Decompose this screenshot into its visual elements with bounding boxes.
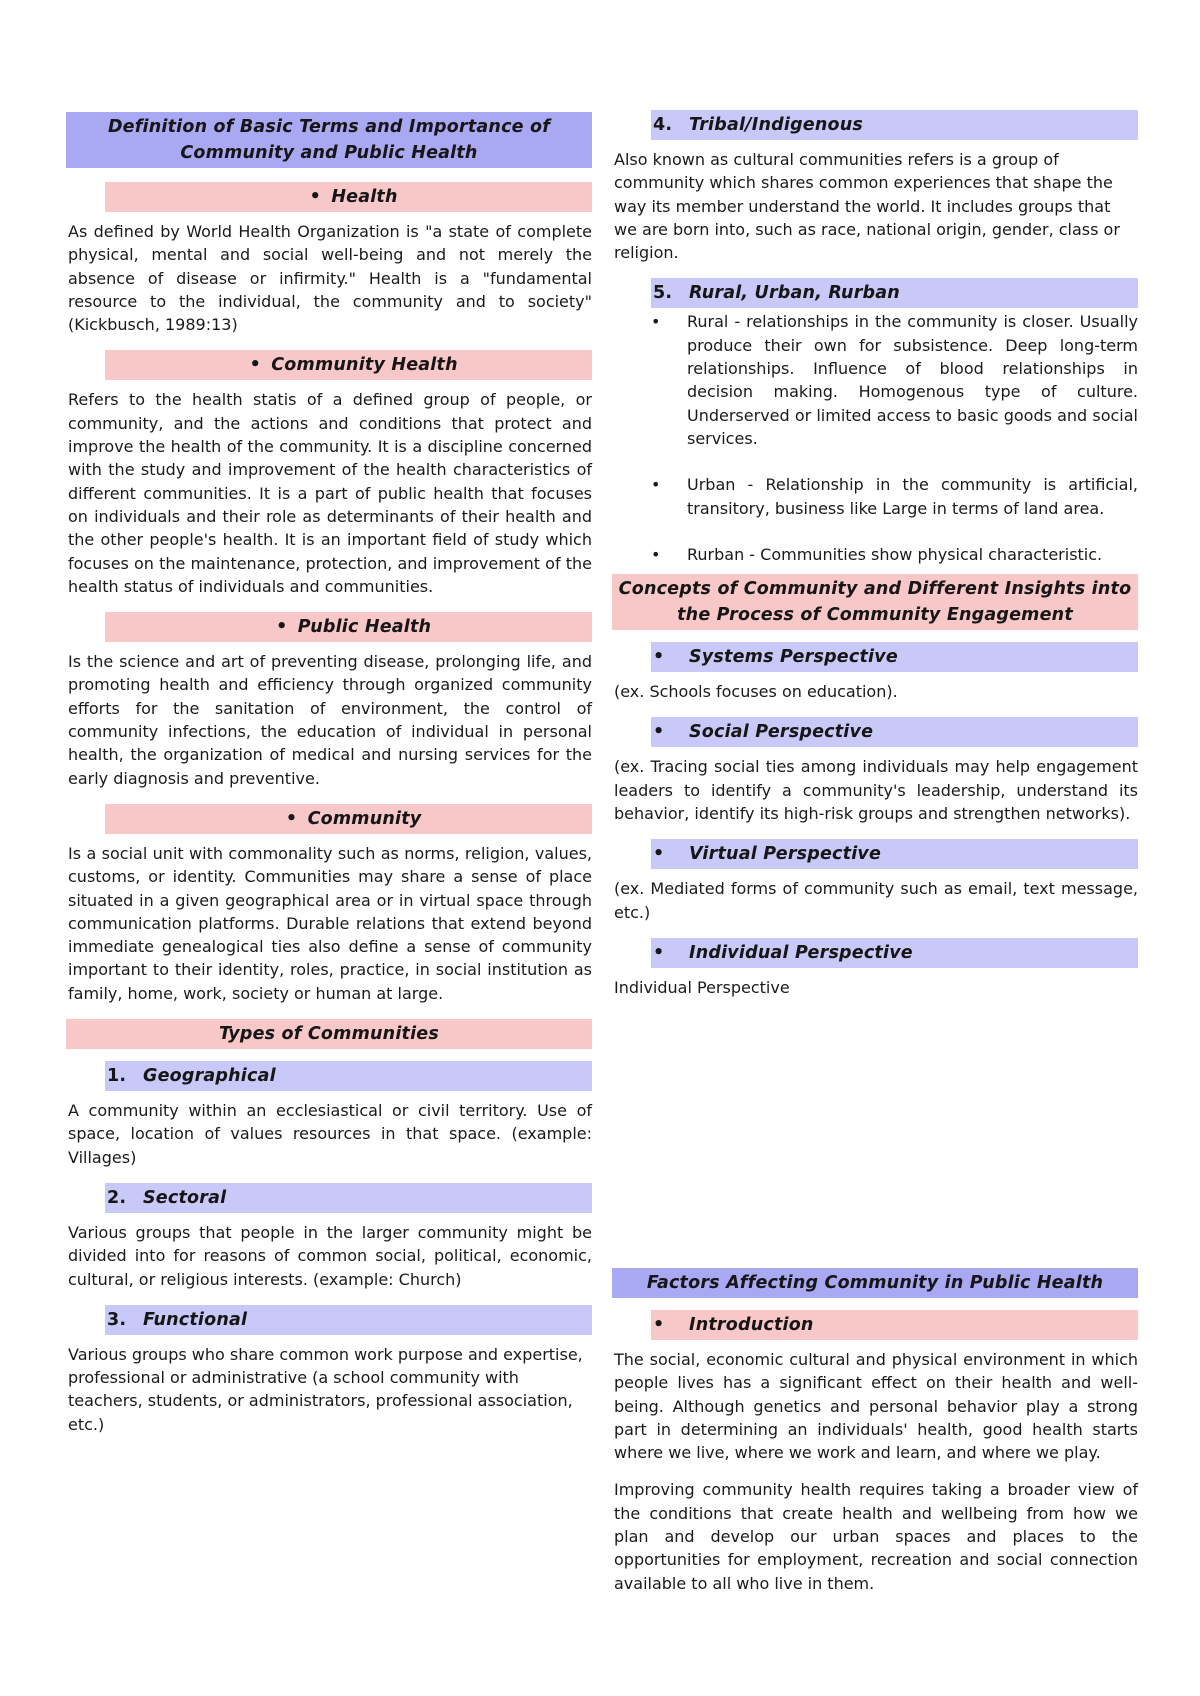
heading-community-health: • Community Health — [105, 350, 592, 380]
heading-systems-perspective: • Systems Perspective — [651, 642, 1138, 672]
paragraph-virtual: (ex. Mediated forms of community such as email, text message, etc.) — [614, 879, 1138, 922]
bullet: • — [309, 187, 321, 207]
heading-sectoral: 2. Sectoral — [105, 1183, 592, 1213]
heading-geographical: 1. Geographical — [105, 1061, 592, 1091]
paragraph-social: (ex. Tracing social ties among individuals may help engagement leaders to identify a community's leadership, understand its behavior, identify its high-risk groups and strengthen networks). — [614, 757, 1138, 824]
heading-health: • Health — [105, 182, 592, 212]
heading-community: • Community — [105, 804, 592, 834]
heading-individual-perspective: • Individual Perspective — [651, 938, 1138, 968]
heading-social-perspective: • Social Perspective — [651, 717, 1138, 747]
paragraph-geographical: A community within an ecclesiastical or civil territory. Use of space, location of values resources in that space. (example: Villages) — [68, 1101, 592, 1167]
bullet: • — [653, 1315, 665, 1335]
paragraph-community: Is a social unit with commonality such as norms, religion, values, customs, or identity. Communities may share a sense of place situated in a given geographical area or in virtual space through communication platforms. Durable relations that extend beyond immediate genealogical ties also define a sense of community important to their identity, roles, practice, in social institution as family, home, work, society or human at large. — [68, 843, 592, 1003]
section-title-factors: Factors Affecting Community in Public Health — [612, 1268, 1138, 1298]
bullet: • — [651, 475, 661, 495]
bullet: • — [651, 544, 661, 564]
list-item-urban: • Urban - Relationship in the community is artificial, transitory, business like Large in terms of land area. — [651, 475, 1138, 518]
paragraph-introduction-1: The social, economic cultural and physical environment in which people lives has a significant effect on their health and well-being. Although genetics and personal behavior play a strong part in determining an individuals' health, good health starts where we live, where we work and learn, and where we play. — [614, 1350, 1138, 1463]
paragraph-individual: Individual Perspective — [614, 977, 790, 997]
paragraph-public-health: Is the science and art of preventing disease, prolonging life, and promoting health and efficiency through organized community efforts for the sanitation of environment, the control of community infections, the education of individual in personal health, the organization of medical and nursing services for the early diagnosis and preventive. — [68, 652, 592, 788]
paragraph-introduction-2: Improving community health requires taking a broader view of the conditions that create health and wellbeing from how we plan and develop our urban spaces and places to the opportunities for employment, recreation and social connection available to all who live in them. — [614, 1480, 1138, 1593]
bullet: • — [653, 647, 665, 668]
section-title-concepts: Concepts of Community and Different Insights into the Process of Community Engagement — [612, 574, 1138, 630]
paragraph-functional: Various groups who share common work purpose and expertise, professional or administrative (a school community with teachers, students, or administrators, professional association, etc.) — [68, 1344, 583, 1434]
factors-section — [614, 1268, 1138, 1609]
bullet: • — [249, 355, 261, 376]
list-item-rurban: • Rurban - Communities show physical characteristic. — [614, 543, 1138, 566]
bullet: • — [653, 844, 665, 865]
bullet: • — [653, 722, 665, 743]
heading-introduction: • Introduction — [651, 1310, 1138, 1340]
community-type-list — [614, 310, 1138, 566]
heading-public-health: • Public Health — [105, 612, 592, 642]
heading-virtual-perspective: • Virtual Perspective — [651, 839, 1138, 869]
paragraph-health: As defined by World Health Organization is "a state of complete physical, mental and social well-being and not merely the absence of disease or infirmity." Health is a "fundamental resource to the individual, the community and to society" (Kickbusch, 1989:13) — [68, 222, 592, 335]
bullet: • — [276, 617, 288, 638]
bullet: • — [651, 312, 661, 332]
heading-functional: 3. Functional — [105, 1305, 592, 1335]
list-item-rural: • Rural - relationships in the community is closer. Usually produce their own for subsistence. Deep long-term relationships. Influence of blood relationships in decision making. Homogenous type of culture. Underserved or limited access to basic goods and social services. — [651, 312, 1138, 448]
heading-tribal: 4. Tribal/Indigenous — [651, 110, 1138, 140]
left-column — [68, 112, 592, 1450]
paragraph-community-health: Refers to the health statis of a defined group of people, or community, and the actions and conditions that protect and improve the health of the community. It is a discipline concerned with the study and improvement of the health characteristics of different communities. It is a part of public health that focuses on individuals and their role as determinants of their health and the other people's health. It is an important field of study which focuses on the maintenance, protection, and improvement of the health status of individuals and communities. — [68, 390, 592, 596]
paragraph-systems: (ex. Schools focuses on education). — [614, 682, 898, 702]
paragraph-tribal: Also known as cultural communities refers is a group of community which shares common experiences that shape the way its member understand the world. It includes groups that we are born into, such as race, national origin, gender, class or religion. — [614, 150, 1120, 263]
right-column — [614, 110, 1138, 1013]
section-title-definitions: Definition of Basic Terms and Importance of Community and Public Health — [66, 112, 592, 168]
paragraph-sectoral: Various groups that people in the larger community might be divided into for reasons of common social, political, economic, cultural, or religious interests. (example: Church) — [68, 1222, 592, 1289]
section-title-types: Types of Communities — [66, 1019, 592, 1049]
heading-rural-urban-rurban: 5. Rural, Urban, Rurban — [651, 278, 1138, 308]
bullet: • — [285, 808, 298, 829]
bullet: • — [653, 942, 665, 963]
